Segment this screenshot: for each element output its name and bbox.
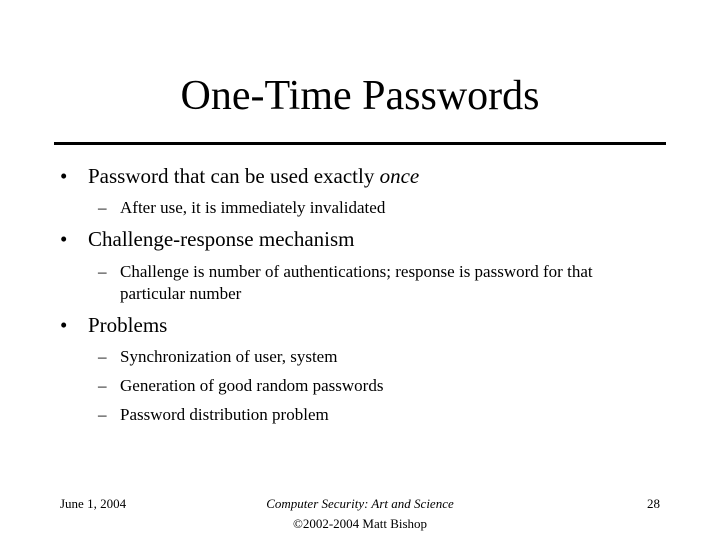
sub-bullet-distribution (98, 404, 658, 426)
sub-bullet-invalidated (98, 197, 658, 219)
sub-bullet-text: Challenge is number of authentications; response is password for that particular number (120, 262, 593, 303)
sub-bullet-challenge (98, 261, 658, 305)
footer-copyright: ©2002-2004 Matt Bishop (292, 516, 428, 531)
sub-bullet-text: Synchronization of user, system (120, 347, 338, 366)
sub-bullet-text: Generation of good random passwords (120, 376, 384, 395)
bullet-password-once (60, 163, 419, 189)
slide-title: One-Time Passwords (180, 73, 540, 119)
bullet-icon: • (60, 164, 68, 188)
dash-icon: – (98, 376, 107, 395)
dash-icon: – (98, 262, 107, 281)
bullet-text: Problems (88, 313, 168, 337)
bullet-emphasis: once (379, 164, 420, 188)
sub-bullet-generation (98, 375, 658, 397)
footer-date: June 1, 2004 (60, 496, 127, 511)
bullet-text: Challenge-response mechanism (88, 227, 355, 251)
sub-bullet-synchronization (98, 346, 658, 368)
bullet-problems (60, 312, 167, 338)
footer-page-number: 28 (647, 496, 660, 511)
bullet-challenge-response (60, 226, 355, 252)
sub-bullet-text: Password distribution problem (120, 405, 329, 424)
footer-attribution (210, 494, 510, 534)
dash-icon: – (98, 347, 107, 366)
sub-bullet-text: After use, it is immediately invalidated (120, 198, 386, 217)
bullet-icon: • (60, 313, 68, 337)
dash-icon: – (98, 198, 107, 217)
dash-icon: – (98, 405, 107, 424)
footer-book-title: Computer Security: Art and Science (266, 496, 454, 511)
bullet-text: Password that can be used exactly (88, 164, 380, 188)
bullet-icon: • (60, 227, 68, 251)
